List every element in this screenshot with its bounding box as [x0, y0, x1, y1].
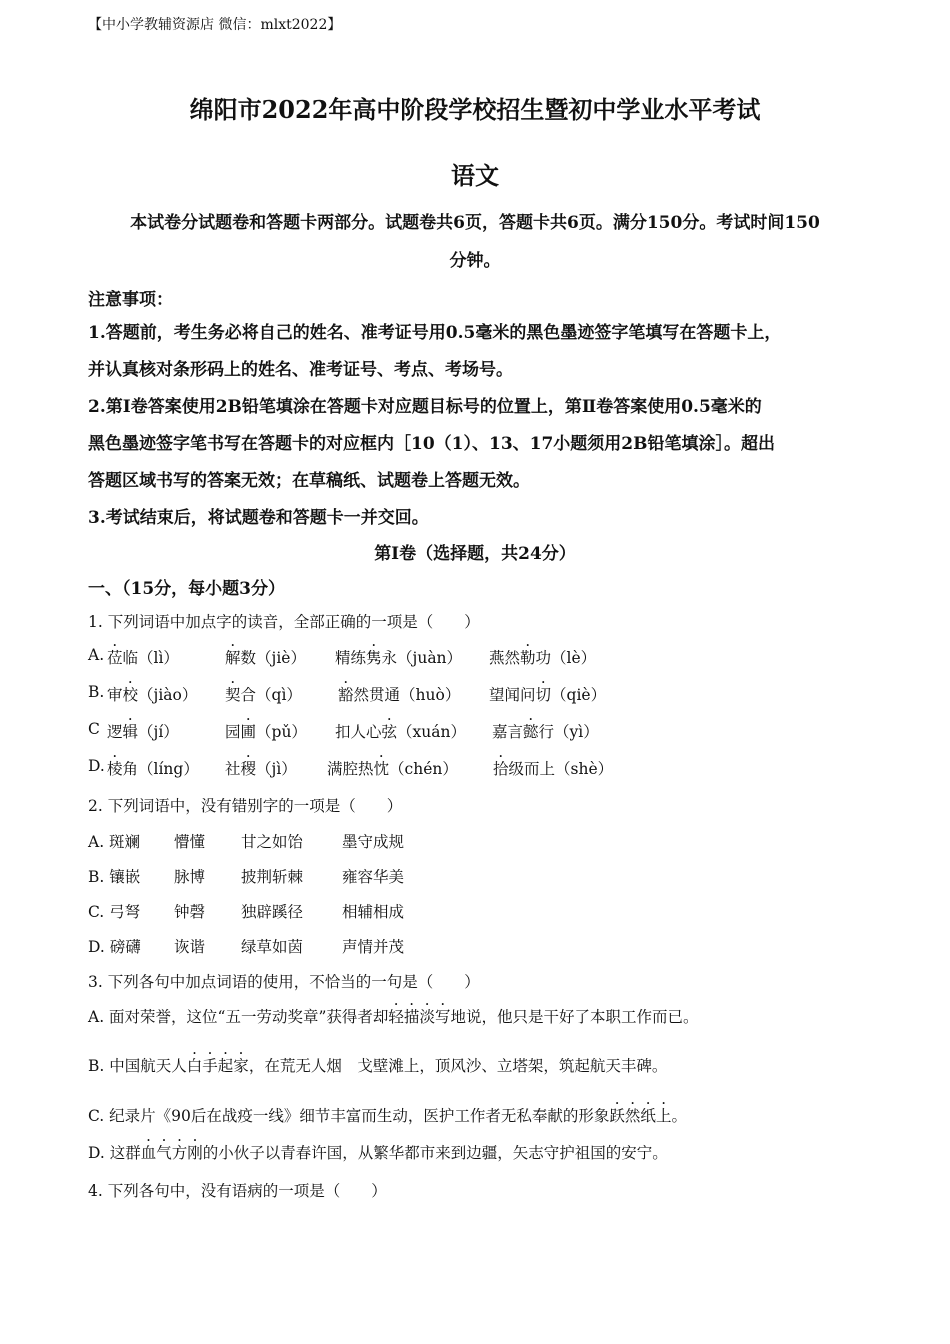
option-label: D. [88, 757, 105, 775]
note-2-line-3: 答题区域书写的答案无效；在草稿纸、试题卷上答题无效。 [88, 471, 530, 491]
page-header: 【中小学教辅资源店 微信：mlxt2022】 [88, 17, 342, 33]
dotted-char: 拾 [493, 760, 509, 778]
word: D. 磅礴 [88, 938, 141, 956]
word: B. 镶嵌 [88, 868, 141, 886]
dotted-char: 契 [225, 686, 241, 704]
word: 望闻问切（qiè） [489, 683, 606, 705]
word: 园圃（pǔ） [225, 720, 307, 742]
q3-option-d: D. 这群血气方刚的小伙子以青春许国，从繁华都市来到边疆，矢志守护祖国的安宁。 [88, 1141, 668, 1163]
option-label: C [88, 720, 100, 738]
dotted-char: 解 [225, 649, 241, 667]
dotted-char: 写 [434, 1008, 451, 1026]
q2-stem: 2. 下列词语中，没有错别字的一项是（ ） [88, 797, 403, 815]
q1-option-c [88, 720, 848, 744]
note-1-line-1: 1.答题前，考生务必将自己的姓名、准考证号用0.5毫米的黑色墨迹签字笔填写在答题卡上， [88, 323, 782, 343]
dotted-char: 轻 [388, 1008, 404, 1026]
q2-option-c [88, 900, 588, 924]
dotted-char: 淡 [419, 1008, 435, 1026]
dotted-char: 纸 [640, 1107, 656, 1125]
q3-option-b: B. 中国航天人白手起家，在荒无人烟 戈壁滩上，顶风沙、立塔架，筑起航天丰碑。 [88, 1054, 667, 1076]
word: 墨守成规 [342, 833, 405, 851]
dotted-char: 校 [122, 686, 139, 704]
intro-line-1: 本试卷分试题卷和答题卡两部分。试题卷共6页，答题卡共6页。满分150分。考试时间150 [130, 213, 820, 233]
notes-heading: 注意事项： [88, 290, 173, 310]
intro-line-2: 分钟。 [449, 251, 501, 271]
dotted-char: 手 [202, 1057, 218, 1075]
dotted-phrase [141, 1144, 203, 1162]
exam-subject: 语文 [451, 161, 499, 190]
dotted-char: 描 [403, 1008, 420, 1026]
note-2-line-2: 黑色墨迹签字笔书写在答题卡的对应框内［10（1）、13、17小题须用2B铅笔填涂］。超出 [88, 434, 775, 454]
q4-stem: 4. 下列各句中，没有语病的一项是（ ） [88, 1182, 387, 1200]
dotted-char: 然 [624, 1107, 641, 1125]
word: 契合（qì） [225, 683, 302, 705]
dotted-char: 起 [217, 1057, 234, 1075]
word: 满腔热忱（chén） [327, 757, 458, 779]
option-label: A. [88, 646, 105, 664]
exam-title: 绵阳市2022年高中阶段学校招生暨初中学业水平考试 [189, 95, 761, 124]
word: 雍容华美 [342, 868, 405, 886]
q2-option-a [88, 830, 588, 854]
word: 莅临（lì） [107, 646, 179, 668]
note-1-line-2: 并认真核对条形码上的姓名、准考证号、考点、考场号。 [88, 360, 513, 380]
word: 审校（jiào） [107, 683, 197, 705]
dotted-char: 血 [140, 1144, 157, 1162]
word: 绿草如茵 [241, 938, 304, 956]
q1-option-d [88, 757, 848, 781]
word: C. 弓弩 [88, 903, 141, 921]
dotted-char: 白 [186, 1057, 203, 1075]
dotted-char: 豁 [338, 686, 354, 704]
word: 社稷（jì） [225, 757, 297, 779]
word: 钟磬 [174, 903, 206, 921]
word: 扣人心弦（xuán） [335, 720, 466, 742]
word: 懵懂 [174, 833, 206, 851]
word: 豁然贯通（huò） [338, 683, 460, 705]
dotted-char: 勒 [520, 649, 536, 667]
option-label: B. [88, 683, 105, 701]
word: 相辅相成 [342, 903, 405, 921]
note-2-line-1: 2.第Ⅰ卷答案使用2B铅笔填涂在答题卡对应题目标号的位置上，第Ⅱ卷答案使用0.5毫米的 [88, 397, 762, 417]
word: 诙谐 [174, 938, 206, 956]
word: A. 斑斓 [88, 833, 141, 851]
q1-option-a [88, 646, 848, 670]
dotted-char: 家 [233, 1057, 249, 1075]
dotted-char: 切 [535, 686, 552, 704]
word: 燕然勒功（lè） [489, 646, 596, 668]
dotted-char: 忱 [373, 760, 390, 778]
dotted-char: 圃 [240, 723, 257, 741]
dotted-char: 辑 [122, 723, 139, 741]
word: 嘉言懿行（yì） [492, 720, 599, 742]
dotted-char: 气 [156, 1144, 172, 1162]
q2-option-b [88, 865, 588, 889]
dotted-char: 莅 [107, 649, 123, 667]
dotted-char: 刚 [187, 1144, 203, 1162]
dotted-char: 隽 [366, 649, 382, 667]
dotted-char: 弦 [381, 723, 398, 741]
q3-stem: 3. 下列各句中加点词语的使用，不恰当的一句是（ ） [88, 973, 480, 991]
word: 声情并茂 [342, 938, 405, 956]
word: 解数（jiè） [225, 646, 306, 668]
word: 拾级而上（shè） [493, 757, 613, 779]
dotted-char: 稷 [240, 760, 257, 778]
dotted-char: 懿 [523, 723, 539, 741]
dotted-phrase [187, 1057, 249, 1075]
dotted-phrase [388, 1008, 450, 1026]
section-1-heading: 第Ⅰ卷（选择题，共24分） [374, 544, 576, 564]
dotted-char: 跃 [609, 1107, 625, 1125]
word: 披荆斩棘 [241, 868, 304, 886]
q3-option-c: C. 纪录片《90后在战疫一线》细节丰富而生动，医护工作者无私奉献的形象跃然纸上。 [88, 1104, 687, 1126]
q1-option-b [88, 683, 848, 707]
word: 独辟蹊径 [241, 903, 304, 921]
q3-option-a: A. 面对荣誉，这位“五一劳动奖章”获得者却轻描淡写地说，他只是干好了本职工作而已。 [88, 1005, 698, 1027]
dotted-char: 方 [171, 1144, 188, 1162]
dotted-phrase [609, 1107, 671, 1125]
note-3: 3.考试结束后，将试题卷和答题卡一并交回。 [88, 508, 429, 528]
part-1-heading: 一、（15分，每小题3分） [88, 579, 285, 599]
dotted-char: 上 [655, 1107, 672, 1125]
word: 甘之如饴 [241, 833, 304, 851]
q2-option-d [88, 935, 588, 959]
word: 脉博 [174, 868, 206, 886]
q1-stem: 1. 下列词语中加点字的读音，全部正确的一项是（ ） [88, 613, 480, 631]
word: 逻辑（jí） [107, 720, 179, 742]
word: 棱角（líng） [107, 757, 199, 779]
word: 精练隽永（juàn） [335, 646, 462, 668]
dotted-char: 棱 [107, 760, 123, 778]
